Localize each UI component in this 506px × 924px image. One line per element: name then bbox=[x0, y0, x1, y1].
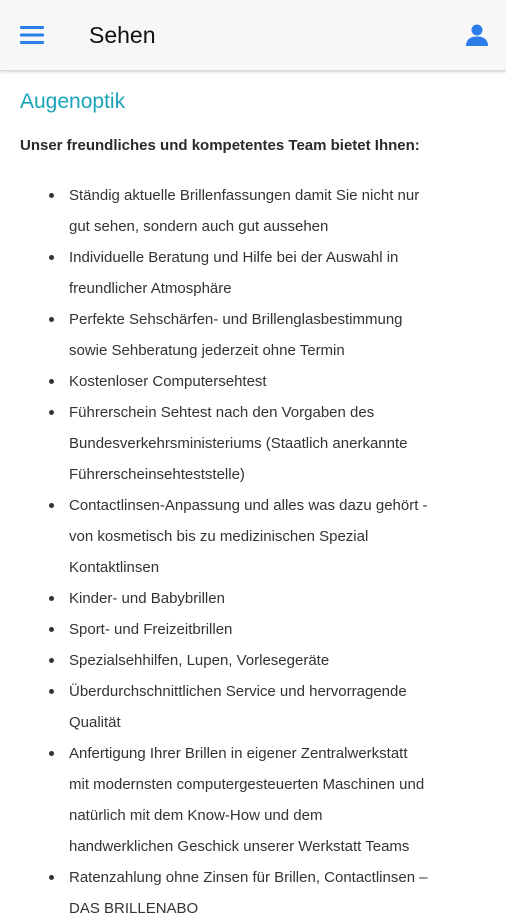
list-item-line: Kinder- und Babybrillen bbox=[69, 590, 225, 607]
bullet-dot bbox=[49, 255, 54, 260]
list-item bbox=[0, 583, 506, 614]
list-item-line: Spezialsehhilfen, Lupen, Vorlesegeräte bbox=[69, 652, 330, 669]
list-item bbox=[0, 304, 506, 366]
list-item-line: freundlicher Atmosphäre bbox=[69, 280, 232, 297]
list-item-line: Überdurchschnittlichen Service und hervorragende bbox=[69, 683, 407, 700]
list-item-line: Ständig aktuelle Brillenfassungen damit Sie nicht nur bbox=[69, 187, 420, 204]
list-item bbox=[0, 242, 506, 304]
list-item-line: Individuelle Beratung und Hilfe bei der Auswahl in bbox=[69, 249, 399, 266]
bullet-dot bbox=[49, 751, 54, 756]
bullet-dot bbox=[49, 627, 54, 632]
list-item-line: handwerklichen Geschick unserer Werkstatt Teams bbox=[69, 838, 410, 855]
bullet-dot bbox=[49, 658, 54, 663]
list-item-line: mit modernsten computergesteuerten Maschinen und bbox=[69, 776, 425, 793]
list-item-line: gut sehen, sondern auch gut aussehen bbox=[69, 218, 329, 235]
bullet-dot bbox=[49, 379, 54, 384]
account-button[interactable] bbox=[462, 20, 492, 50]
list-item bbox=[0, 180, 506, 242]
bullet-dot bbox=[49, 503, 54, 508]
list-item-line: Anfertigung Ihrer Brillen in eigener Zentralwerkstatt bbox=[69, 745, 408, 762]
list-item-line: Bundesverkehrsministeriums (Staatlich anerkannte bbox=[69, 435, 408, 452]
list-item bbox=[0, 397, 506, 490]
list-item-line: Qualität bbox=[69, 714, 121, 731]
list-item bbox=[0, 738, 506, 862]
list-item bbox=[0, 366, 506, 397]
list-item-line: Contactlinsen-Anpassung und alles was dazu gehört - bbox=[69, 497, 428, 514]
list-item bbox=[0, 676, 506, 738]
list-item-line: natürlich mit dem Know-How und dem bbox=[69, 807, 323, 824]
bullet-dot bbox=[49, 875, 54, 880]
list-item bbox=[0, 490, 506, 583]
page-title: Sehen bbox=[89, 22, 156, 48]
section-title: Augenoptik bbox=[20, 90, 126, 113]
bullet-dot bbox=[49, 410, 54, 415]
list-item-line: Führerschein Sehtest nach den Vorgaben des bbox=[69, 404, 375, 421]
app-bar bbox=[0, 0, 506, 71]
menu-button[interactable] bbox=[20, 20, 60, 50]
list-item-line: DAS BRILLENABO bbox=[69, 900, 199, 917]
list-item-line: Ratenzahlung ohne Zinsen für Brillen, Contactlinsen – bbox=[69, 869, 428, 886]
hamburger-menu-icon bbox=[20, 26, 44, 44]
list-item bbox=[0, 614, 506, 645]
bullet-dot bbox=[49, 596, 54, 601]
list-item-line: Führerscheinsehteststelle) bbox=[69, 466, 245, 483]
list-item-line: Kostenloser Computersehtest bbox=[69, 373, 267, 390]
person-icon bbox=[465, 23, 489, 47]
list-item bbox=[0, 862, 506, 924]
list-item-line: Sport- und Freizeitbrillen bbox=[69, 621, 233, 638]
service-list bbox=[0, 180, 506, 924]
content-area[interactable] bbox=[0, 71, 506, 917]
bullet-dot bbox=[49, 689, 54, 694]
list-item-line: von kosmetisch bis zu medizinischen Spezial bbox=[69, 528, 369, 545]
intro-text: Unser freundliches und kompetentes Team bietet Ihnen: bbox=[20, 137, 420, 154]
bullet-dot bbox=[49, 317, 54, 322]
list-item-line: Kontaktlinsen bbox=[69, 559, 160, 576]
bullet-dot bbox=[49, 193, 54, 198]
list-item-line: Perfekte Sehschärfen- und Brillenglasbestimmung bbox=[69, 311, 403, 328]
list-item-line: sowie Sehberatung jederzeit ohne Termin bbox=[69, 342, 345, 359]
list-item bbox=[0, 645, 506, 676]
